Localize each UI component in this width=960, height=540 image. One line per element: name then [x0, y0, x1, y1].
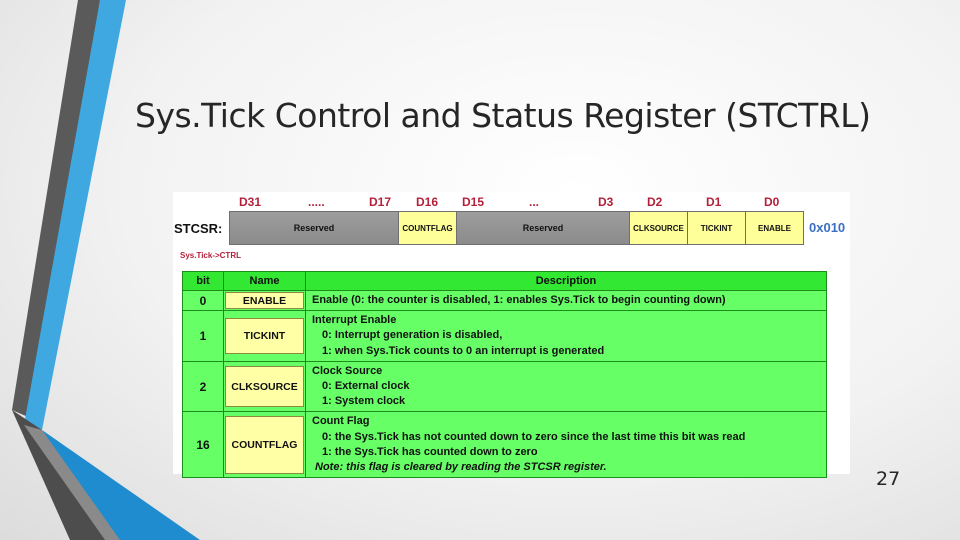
bit-number: 1	[183, 311, 224, 362]
register-address: 0x010	[809, 220, 846, 235]
bit-label-d17: D17	[369, 195, 392, 209]
name-cell	[224, 291, 306, 311]
description-line: 0: Interrupt generation is disabled,	[322, 329, 503, 342]
description-cell	[306, 361, 827, 412]
bit-name: COUNTFLAG	[225, 416, 304, 474]
bit-name: CLKSOURCE	[225, 366, 304, 407]
bit-number: 16	[183, 412, 224, 478]
description-cell	[306, 291, 827, 311]
register-figure	[173, 192, 850, 474]
register-name: STCSR:	[174, 221, 223, 236]
description-cell	[306, 412, 827, 478]
bit-number: 0	[183, 291, 224, 311]
register-alias: Sys.Tick->CTRL	[180, 251, 241, 260]
description-line: Interrupt Enable	[312, 314, 397, 327]
bit-label-ellipsis-high: .....	[308, 195, 325, 209]
bit-label-d2: D2	[647, 195, 663, 209]
description-line: 1: when Sys.Tick counts to 0 an interrupt is generated	[322, 344, 605, 357]
field-reserved-high: Reserved	[229, 211, 399, 245]
description-line: 0: External clock	[322, 380, 410, 393]
bit-label-d31: D31	[239, 195, 262, 209]
field-tickint: TICKINT	[687, 211, 746, 245]
bit-label-d15: D15	[462, 195, 485, 209]
description-line: Count Flag	[312, 415, 370, 428]
slide-title: Sys.Tick Control and Status Register (STCTRL)	[135, 96, 871, 135]
description-line: Enable (0: the counter is disabled, 1: enables Sys.Tick to begin counting down)	[312, 294, 726, 306]
page-number: 27	[876, 468, 901, 490]
field-enable: ENABLE	[745, 211, 804, 245]
description-note: Note: this flag is cleared by reading the STCSR register.	[315, 461, 607, 474]
table-header-row	[183, 272, 827, 291]
description-line: 0: the Sys.Tick has not counted down to zero since the last time this bit was read	[322, 430, 746, 443]
table-row	[183, 291, 827, 311]
table-row	[183, 361, 827, 412]
bit-label-ellipsis-low: ...	[529, 195, 540, 209]
bit-name: ENABLE	[225, 292, 304, 309]
description-line: 1: System clock	[322, 395, 406, 408]
table-row	[183, 311, 827, 362]
bit-label-d1: D1	[706, 195, 722, 209]
name-cell	[224, 311, 306, 362]
header-description: Description	[306, 272, 827, 291]
bit-label-d3: D3	[598, 195, 614, 209]
field-clksource: CLKSOURCE	[629, 211, 688, 245]
description-cell	[306, 311, 827, 362]
header-name: Name	[224, 272, 306, 291]
table-row	[183, 412, 827, 478]
description-line: 1: the Sys.Tick has counted down to zero	[322, 445, 538, 458]
bit-description-table	[182, 271, 827, 478]
name-cell	[224, 412, 306, 478]
description-line: Clock Source	[312, 364, 383, 377]
bit-label-d0: D0	[764, 195, 780, 209]
header-bit: bit	[183, 272, 224, 291]
field-reserved-low: Reserved	[456, 211, 630, 245]
bit-name: TICKINT	[225, 318, 304, 354]
name-cell	[224, 361, 306, 412]
bit-number: 2	[183, 361, 224, 412]
field-countflag: COUNTFLAG	[398, 211, 457, 245]
bit-label-d16: D16	[416, 195, 439, 209]
